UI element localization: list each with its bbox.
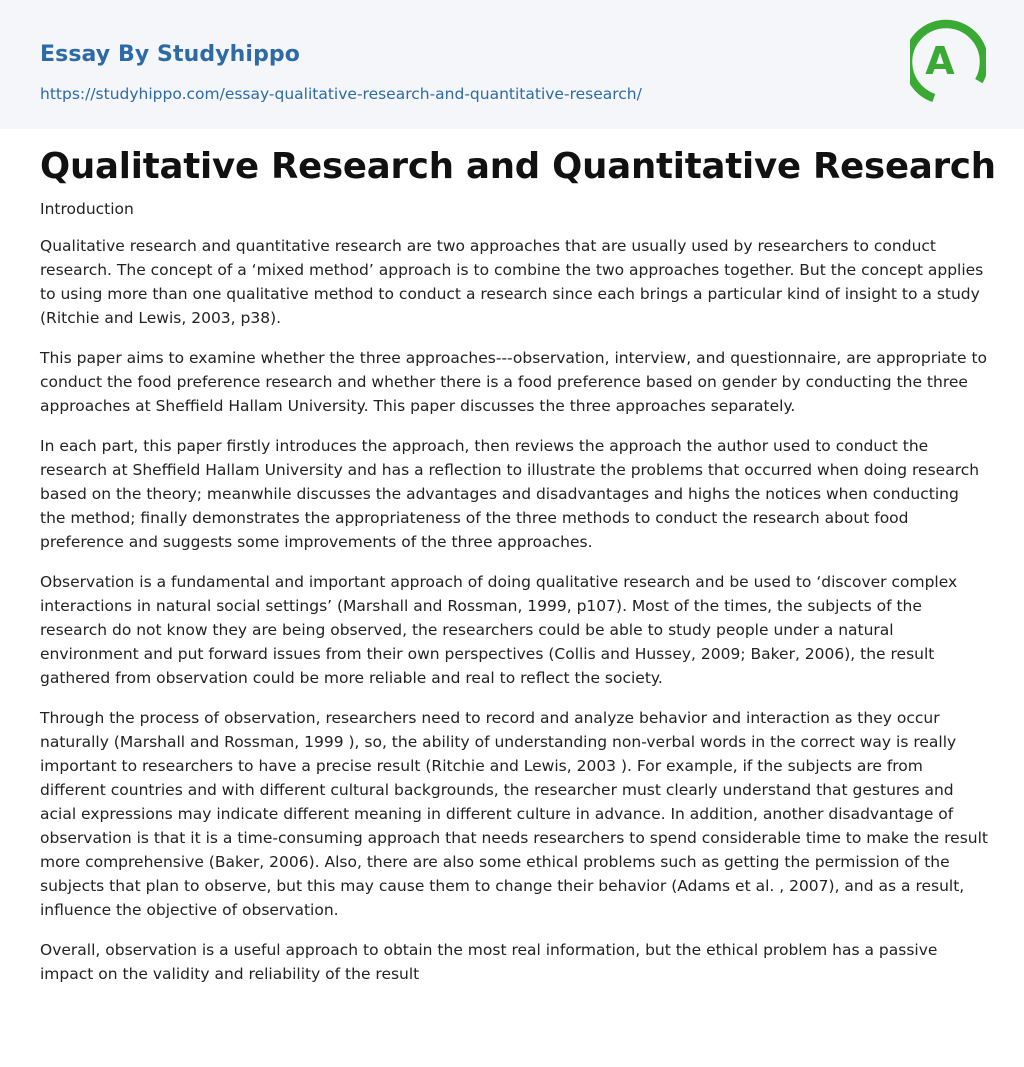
- page-title: Qualitative Research and Quantitative Research: [40, 146, 996, 187]
- paragraph: This paper aims to examine whether the three approaches---observation, interview, and questionnaire, are appropriate to conduct the food preference research and whether there is a food preference based on gender by conducting the three approaches at Sheffield Hallam University. This paper discusses the three approaches separately.: [40, 349, 988, 415]
- paragraph: Observation is a fundamental and important approach of doing qualitative research and be used to ‘discover complex interactions in natural social settings’ (Marshall and Rossman, 1999, p107). Most of the times, the subjects of the research do not know they are being observed, the researchers could be able to study people under a natural environment and put forward issues from their own perspectives (Collis and Hussey, 2009; Baker, 2006), the result gathered from observation could be more reliable and real to reflect the society.: [40, 573, 958, 687]
- paragraph: Qualitative research and quantitative research are two approaches that are usually used by researchers to conduct research. The concept of a ‘mixed method’ approach is to combine the two approaches together. But the concept applies to using more than one qualitative method to conduct a research since each brings a particular kind of insight to a study (Ritchie and Lewis, 2003, p38).: [40, 237, 984, 327]
- section-label: Introduction: [40, 200, 134, 218]
- logo-letter: A: [925, 39, 955, 83]
- source-url-link[interactable]: https://studyhippo.com/essay-qualitative-research-and-quantitative-research/: [40, 85, 642, 103]
- paragraph: Through the process of observation, researchers need to record and analyze behavior and interaction as they occur naturally (Marshall and Rossman, 1999 ), so, the ability of understanding non-verbal words in the correct way is really important to researchers to have a precise result (Ritchie and Lewis, 2003 ). For example, if the subjects are from different countries and with different cultural backgrounds, the researcher must clearly understand that gestures and acial expressions may indicate different meaning in different culture in advance. In addition, another disadvantage of observation is that it is a time-consuming approach that needs researchers to spend considerable time to make the result more comprehensive (Baker, 2006). Also, there are also some ethical problems such as getting the permission of the subjects that plan to observe, but this may cause them to change their behavior (Adams et al. , 2007), and as a result, influence the objective of observation.: [40, 709, 988, 919]
- paragraph: In each part, this paper firstly introduces the approach, then reviews the approach the author used to conduct the research at Sheffield Hallam University and has a reflection to illustrate the problems that occurred when doing research based on the theory; meanwhile discusses the advantages and disadvantages and highs the notices when conducting the method; finally demonstrates the appropriateness of the three methods to conduct the research about food preference and suggests some improvements of the three approaches.: [40, 437, 980, 551]
- studyhippo-logo-icon[interactable]: [910, 18, 986, 106]
- article-body: [40, 234, 988, 1002]
- site-brand[interactable]: Essay By Studyhippo: [40, 42, 300, 67]
- site-header: [0, 0, 1024, 129]
- paragraph: Overall, observation is a useful approach to obtain the most real information, but the ethical problem has a passive impact on the validity and reliability of the result: [40, 941, 938, 983]
